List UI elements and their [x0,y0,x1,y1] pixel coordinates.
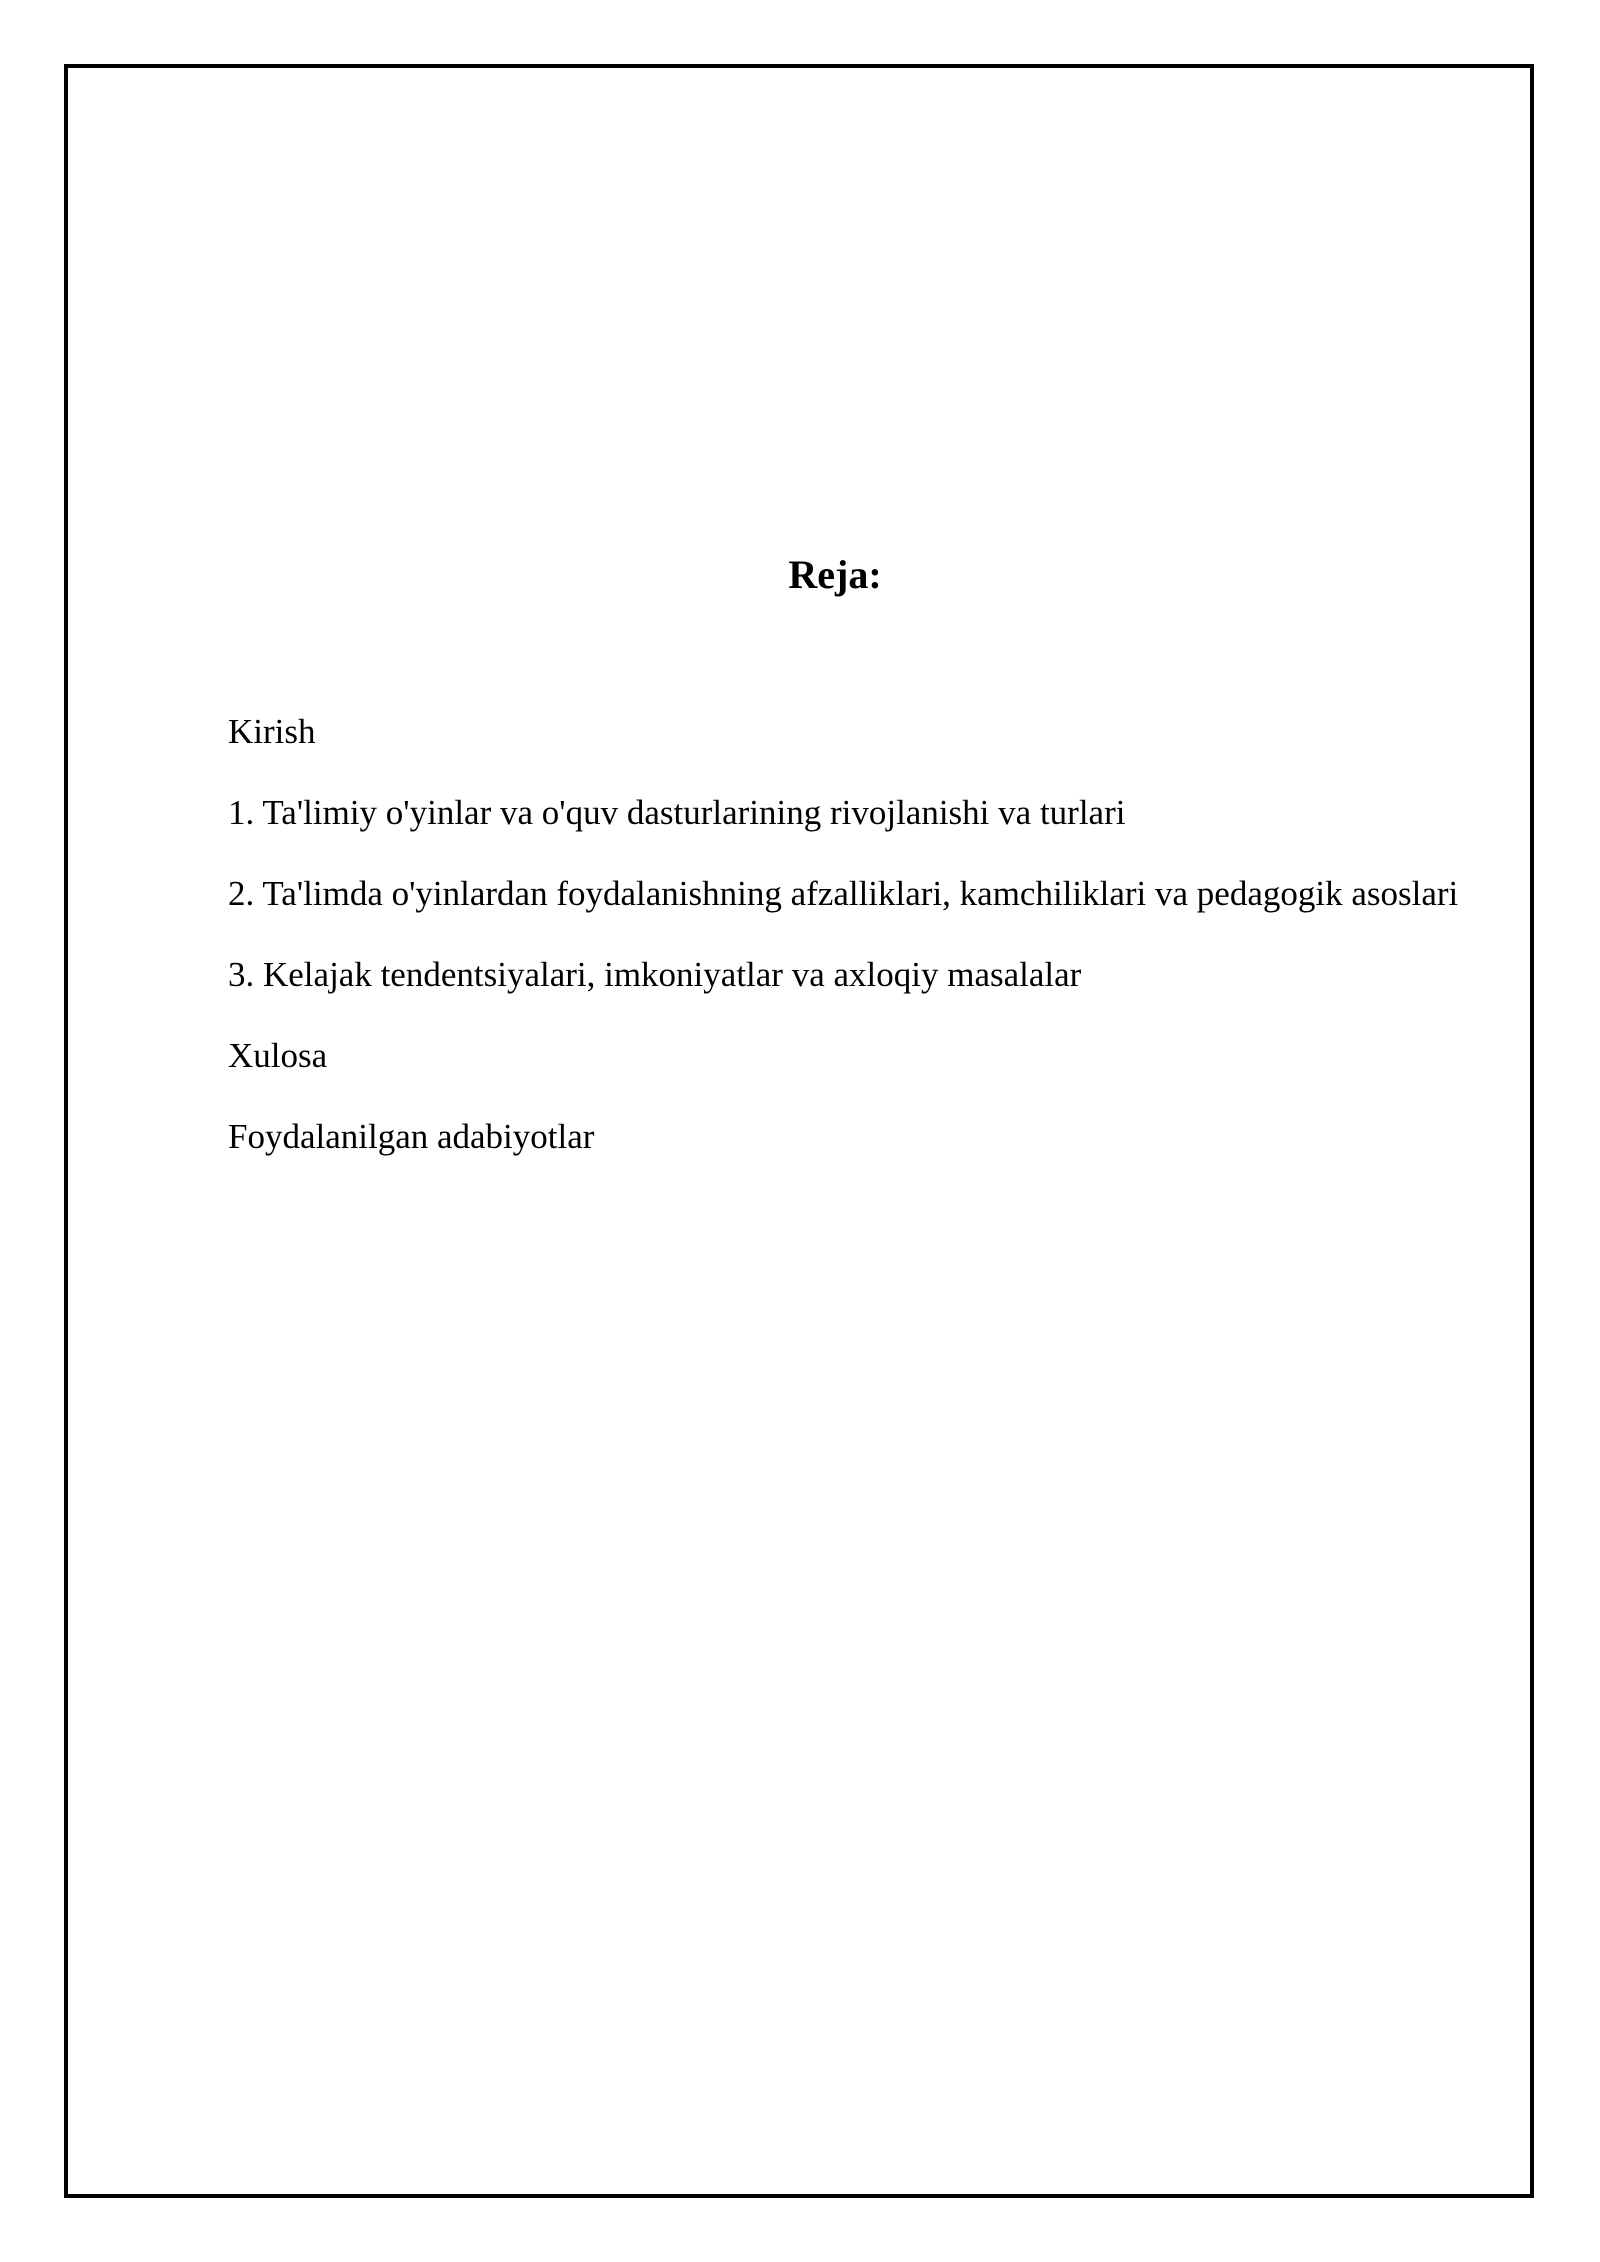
plan-item-introduction: Kirish [228,712,316,751]
plan-item-references: Foydalanilgan adabiyotlar [228,1117,595,1156]
plan-item-section-3: 3. Kelajak tendentsiyalari, imkoniyatlar va axloqiy masalalar [228,955,1082,994]
plan-title: Reja: [788,552,882,597]
plan-item-section-1: 1. Ta'limiy o'yinlar va o'quv dasturlarining rivojlanishi va turlari [228,793,1126,832]
plan-item-conclusion: Xulosa [228,1036,328,1075]
plan-list [228,700,1468,1186]
plan-item-section-2: 2. Ta'limda o'yinlardan foydalanishning afzalliklari, kamchiliklari va pedagogik asoslari [228,874,1459,913]
